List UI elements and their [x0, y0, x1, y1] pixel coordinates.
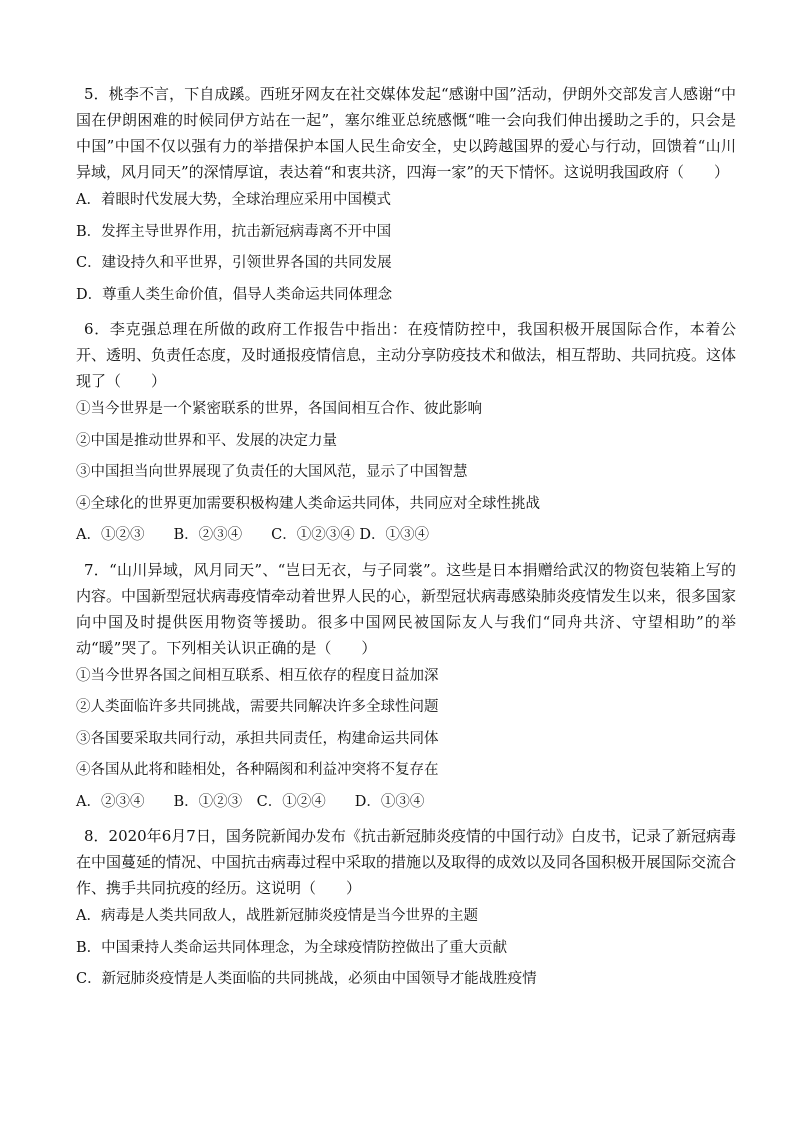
- statement-4: ④各国从此将和睦相处，各种隔阂和利益冲突将不复存在: [76, 762, 439, 778]
- statement-2: ②人类面临许多共同挑战，需要共同解决许多全球性问题: [76, 699, 439, 715]
- question-stem: 8．2020年6月7日，国务院新闻办发布《抗击新冠肺炎疫情的中国行动》白皮书，记录了新冠病毒在中国蔓延的情况、中国抗击病毒过程中采取的措施以及取得的成效以及同各国积极开展国际交流合作、携手共同抗疫的经历。这说明（ ）: [76, 827, 737, 897]
- option-c: C．建设持久和平世界，引领世界各国的共同发展: [76, 255, 392, 271]
- question-6: [76, 316, 736, 546]
- option-d: D．尊重人类生命价值，倡导人类命运共同体理念: [76, 286, 393, 303]
- option-a: A．病毒是人类共同敌人，战胜新冠肺炎疫情是当今世界的主题: [76, 908, 478, 924]
- statement-2: ②中国是推动世界和平、发展的决定力量: [76, 432, 337, 449]
- statement-1: ①当今世界是一个紧密联系的世界，各国间相互合作、彼此影响: [76, 401, 482, 417]
- answer-options: A．①②③ B．②③④ C．①②③④ D．①③④: [76, 527, 429, 543]
- statement-4: ④全球化的世界更加需要积极构建人类命运共同体，共同应对全球性挑战: [76, 495, 540, 512]
- option-a: A．着眼时代发展大势，全球治理应采用中国模式: [76, 192, 391, 208]
- question-list: [76, 81, 736, 1001]
- statement-1: ①当今世界各国之间相互联系、相互依存的程度日益加深: [76, 667, 439, 684]
- option-b: B．中国秉持人类命运共同体理念，为全球疫情防控做出了重大贡献: [76, 939, 508, 956]
- statement-3: ③中国担当向世界展现了负责任的大国风范，显示了中国智慧: [76, 464, 468, 480]
- question-5: [76, 81, 736, 306]
- answer-options: A．②③④ B．①②③ C．①②④ D．①③④: [76, 793, 425, 810]
- statement-3: ③各国要采取共同行动，承担共同责任，构建命运共同体: [76, 730, 439, 747]
- option-b: B．发挥主导世界作用，抗击新冠病毒离不开中国: [76, 223, 392, 240]
- question-8: [76, 823, 736, 990]
- question-stem: 7．“山川异域，风月同天”、“岂曰无衣，与子同裳”。这些是日本捐赠给武汉的物资包装箱上写的内容。中国新型冠状病毒疫情牵动着世界人民的心，新型冠状病毒感染肺炎疫情发生以来，很多国家向中国及时提供医用物资等援助。很多中国网民被国际友人与我们“同舟共济、守望相助”的举动“暖”哭了。下列相关认识正确的是（ ）: [76, 560, 737, 657]
- question-stem: 5．桃李不言，下自成蹊。西班牙网友在社交媒体发起“感谢中国”活动，伊朗外交部发言人感谢“中国在伊朗困难的时候同伊方站在一起”，塞尔维亚总统感慨“唯一会向我们伸出援助之手的，只会是中国”中国不仅以强有力的举措保护本国人民生命安全，史以跨越国界的爱心与行动，回馈着“山川异域，风月同天”的深情厚谊，表达着“和衷共济，四海一家”的天下情怀。这说明我国政府（ ）: [76, 85, 736, 181]
- question-7: [76, 557, 736, 813]
- question-stem: 6．李克强总理在所做的政府工作报告中指出：在疫情防控中，我国积极开展国际合作，本着公开、透明、负责任态度，及时通报疫情信息，主动分享防疫技术和做法，相互帮助、共同抗疫。这体现了（ ）: [76, 320, 737, 390]
- option-c: C．新冠肺炎疫情是人类面临的共同挑战，必须由中国领导才能战胜疫情: [76, 971, 537, 987]
